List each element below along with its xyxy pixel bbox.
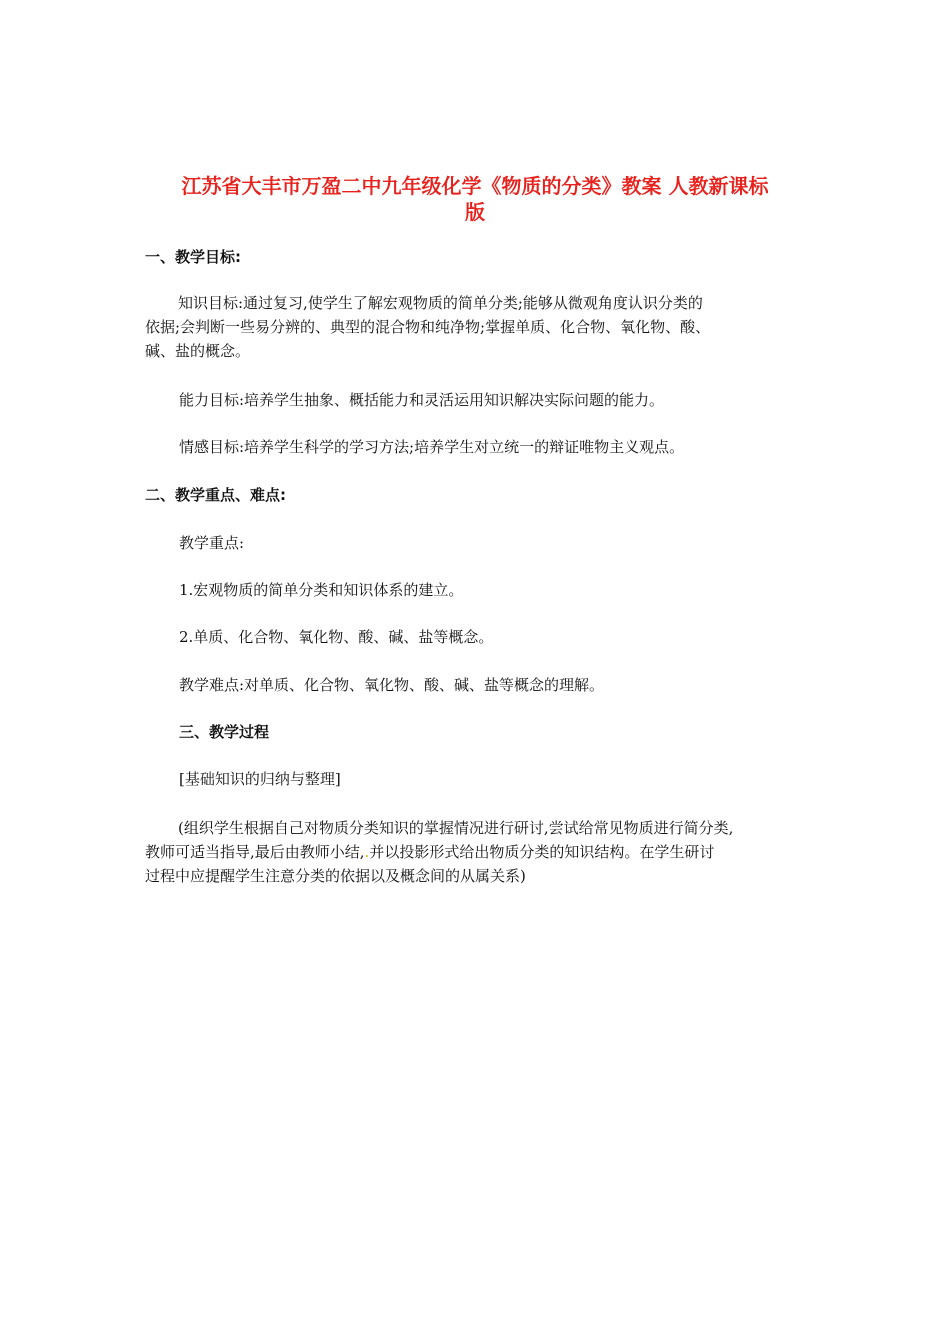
title-line-2: 版 [465, 200, 485, 224]
process-line-1: (组织学生根据自己对物质分类知识的掌握情况进行研讨,尝试给常见物质进行简分类, [178, 819, 734, 837]
process-paragraph [145, 816, 825, 888]
process-line-2 [145, 840, 825, 864]
stray-mark: . [364, 843, 370, 861]
section-2-heading: 二、教学重点、难点: [145, 486, 286, 504]
key-point-item-2: 2.单质、化合物、氧化物、酸、碱、盐等概念。 [179, 628, 494, 646]
bracket-subheading: [基础知识的归纳与整理] [179, 770, 341, 788]
knowledge-goal-line-2: 依据;会判断一些易分辨的、典型的混合物和纯净物;掌握单质、化合物、氧化物、酸、 [145, 318, 711, 336]
process-line-2-part-a: 教师可适当指导,最后由教师小结, [145, 843, 365, 861]
section-1-heading: 一、教学目标: [145, 248, 241, 266]
section-3-heading: 三、教学过程 [179, 723, 270, 741]
process-line-2-part-b: 并以投影形式给出物质分类的知识结构。在学生研讨 [369, 843, 715, 861]
document-title [120, 173, 830, 225]
key-point-item-1: 1.宏观物质的简单分类和知识体系的建立。 [179, 581, 464, 599]
ability-goal: 能力目标:培养学生抽象、概括能力和灵活运用知识解决实际问题的能力。 [179, 391, 665, 409]
knowledge-goal-line-1: 知识目标:通过复习,使学生了解宏观物质的简单分类;能够从微观角度认识分类的 [178, 294, 703, 312]
emotion-goal: 情感目标:培养学生科学的学习方法;培养学生对立统一的辩证唯物主义观点。 [179, 438, 685, 456]
title-line-1: 江苏省大丰市万盈二中九年级化学《物质的分类》教案 人教新课标 [181, 174, 769, 198]
difficulty-points: 教学难点:对单质、化合物、氧化物、酸、碱、盐等概念的理解。 [179, 676, 605, 694]
knowledge-goal-line-3: 碱、盐的概念。 [145, 342, 251, 360]
process-line-3: 过程中应提醒学生注意分类的依据以及概念间的从属关系) [145, 867, 526, 885]
knowledge-goal-paragraph [145, 291, 825, 363]
key-points-label: 教学重点: [179, 534, 245, 552]
